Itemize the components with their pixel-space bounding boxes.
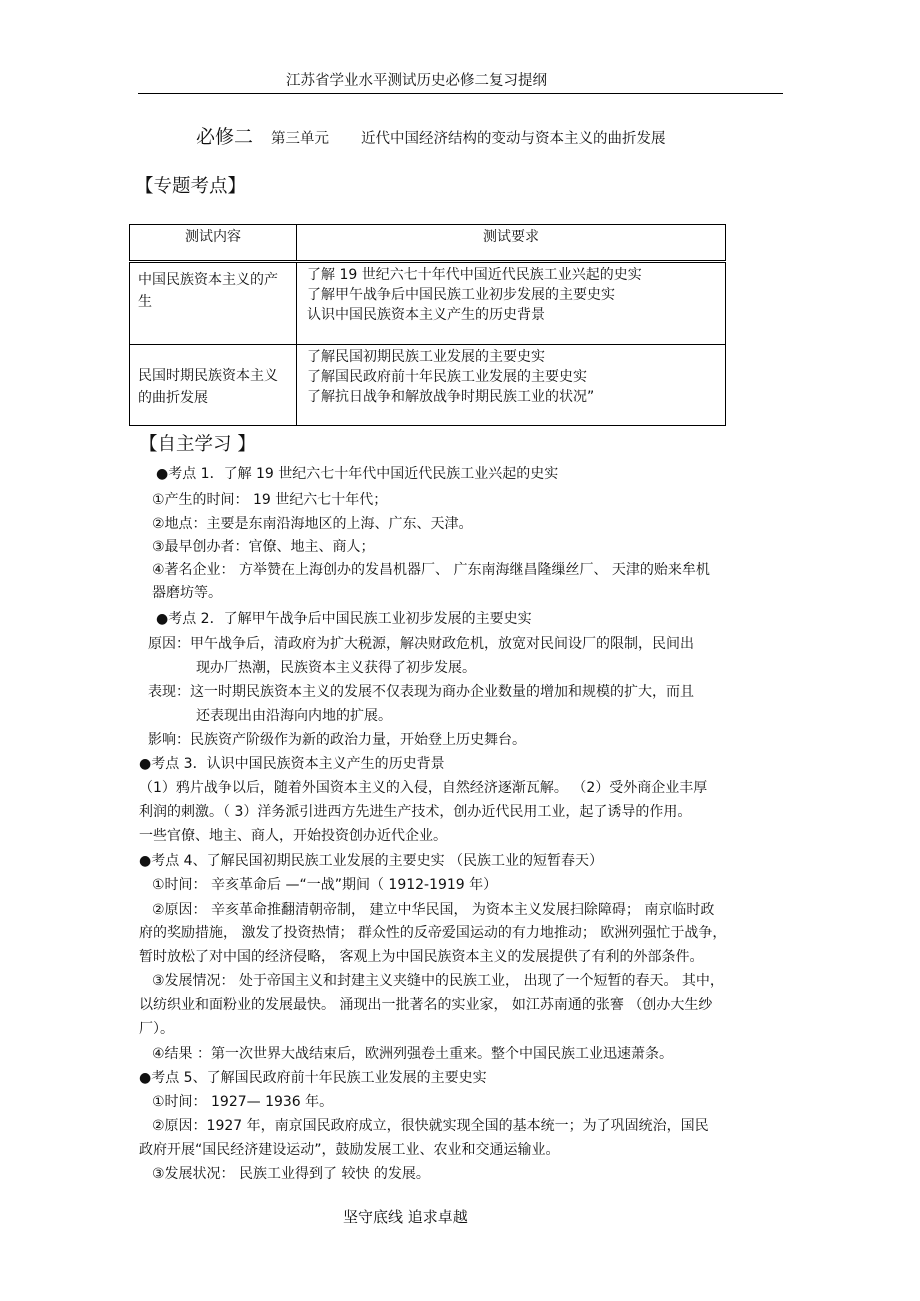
body-line: ②原因： 辛亥革命推翻清朝帝制， 建立中华民国， 为资本主义发展扫除障碍； 南京临时政 [152, 902, 715, 918]
body-line: 一些官僚、地主、商人，开始投资创办近代企业。 [139, 828, 447, 844]
body-line: 厂）。 [139, 1021, 174, 1037]
table-cell-content [130, 262, 297, 345]
section-heading-self-study: 【自主学习 】 [139, 434, 256, 455]
body-line: 暂时放松了对中国的经济侵略， 客观上为中国民族资本主义的发展提供了有利的外部条件。 [139, 949, 704, 965]
requirement-line: 了解甲午战争后中国民族工业初步发展的主要史实 [307, 287, 615, 303]
body-line: 还表现出由沿海向内地的扩展。 [196, 708, 392, 724]
requirements-table [129, 224, 726, 426]
table-cell-requirements [297, 345, 726, 426]
body-line: 影响：民族资产阶级作为新的政治力量，开始登上历史舞台。 [148, 732, 526, 748]
body-line: ③最早创办者：官僚、地主、商人； [152, 539, 375, 555]
body-line: ①时间： 1927— 1936 年。 [152, 1094, 334, 1110]
page-header: 江苏省学业水平测试历史必修二复习提纲 [286, 73, 547, 89]
title-topic: 近代中国经济结构的变动与资本主义的曲折发展 [361, 131, 666, 147]
body-line: ④结果 ：第一次世界大战结束后，欧洲列强卷土重来。整个中国民族工业迅速萧条。 [152, 1046, 673, 1062]
point-heading: ●考点 2．了解甲午战争后中国民族工业初步发展的主要史实 [156, 611, 532, 627]
body-line: 以纺织业和面粉业的发展最快。 涌现出一批著名的实业家， 如江苏南通的张謇 （创办大生纱 [139, 997, 713, 1013]
body-line: ③发展情况： 处于帝国主义和封建主义夹缝中的民族工业， 出现了一个短暂的春天。 其中， [152, 973, 724, 989]
content-text: 民国时期民族资本主义的曲折发展 [138, 368, 278, 406]
table-row [130, 345, 726, 426]
body-line: 利润的刺激。（ 3）洋务派引进西方先进生产技术，创办近代民用工业，起了诱导的作用。 [139, 804, 692, 820]
body-line: 器磨坊等。 [152, 585, 222, 601]
title-main: 必修二 [196, 126, 254, 148]
page-footer: 坚守底线 追求卓越 [343, 1208, 468, 1226]
requirement-line: 了解 19 世纪六七十年代中国近代民族工业兴起的史实 [307, 267, 642, 283]
table-cell-content [130, 345, 297, 426]
body-line: （1）鸦片战争以后，随着外国资本主义的入侵，自然经济逐渐瓦解。 （2）受外商企业丰厚 [139, 780, 708, 796]
body-line: 表现：这一时期民族资本主义的发展不仅表现为商办企业数量的增加和规模的扩大，而且 [148, 684, 694, 700]
section-heading-topics: 【专题考点】 [135, 176, 247, 197]
point-heading: ●考点 4、了解民国初期民族工业发展的主要史实 （民族工业的短暂春天） [139, 853, 604, 869]
body-line: ①时间： 辛亥革命后 —“一战”期间（ 1912-1919 年） [152, 877, 498, 893]
point-heading: ●考点 5、了解国民政府前十年民族工业发展的主要史实 [139, 1070, 487, 1086]
table-cell-requirements [297, 262, 726, 345]
body-line: 政府开展“国民经济建设运动”，鼓励发展工业、农业和交通运输业。 [139, 1142, 560, 1158]
point-heading: ●考点 3．认识中国民族资本主义产生的历史背景 [139, 756, 445, 772]
body-line: 现办厂热潮，民族资本主义获得了初步发展。 [196, 660, 476, 676]
point-heading: ●考点 1．了解 19 世纪六七十年代中国近代民族工业兴起的史实 [156, 466, 559, 482]
document-title [196, 126, 666, 149]
header-rule [138, 93, 783, 94]
table-header-cell: 测试要求 [297, 225, 726, 262]
requirement-line: 认识中国民族资本主义产生的历史背景 [307, 307, 545, 323]
content-text: 中国民族资本主义的产生 [138, 272, 278, 310]
body-line: ①产生的时间： 19 世纪六七十年代； [152, 492, 388, 508]
body-line: ②原因：1927 年，南京国民政府成立，很快就实现全国的基本统一；为了巩固统治，国民 [152, 1118, 709, 1134]
body-line: ④著名企业： 方举赞在上海创办的发昌机器厂、 广东南海继昌隆缫丝厂、 天津的贻来牟机 [152, 562, 710, 578]
body-line: ②地点：主要是东南沿海地区的上海、广东、天津。 [152, 516, 473, 532]
requirement-line: 了解民国初期民族工业发展的主要史实 [307, 349, 545, 365]
body-line: 府的奖励措施， 激发了投资热情； 群众性的反帝爱国运动的有力地推动； 欧洲列强忙于战争， [139, 925, 727, 941]
body-line: ③发展状况： 民族工业得到了 较快 的发展。 [152, 1166, 430, 1182]
table-row [130, 262, 726, 345]
table-header-cell: 测试内容 [130, 225, 297, 262]
requirement-line: 了解抗日战争和解放战争时期民族工业的状况” [307, 389, 595, 405]
table-header-row [130, 225, 726, 262]
body-line: 原因：甲午战争后，清政府为扩大税源，解决财政危机，放宽对民间设厂的限制，民间出 [148, 636, 694, 652]
title-unit: 第三单元 [271, 131, 330, 147]
requirement-line: 了解国民政府前十年民族工业发展的主要史实 [307, 369, 587, 385]
